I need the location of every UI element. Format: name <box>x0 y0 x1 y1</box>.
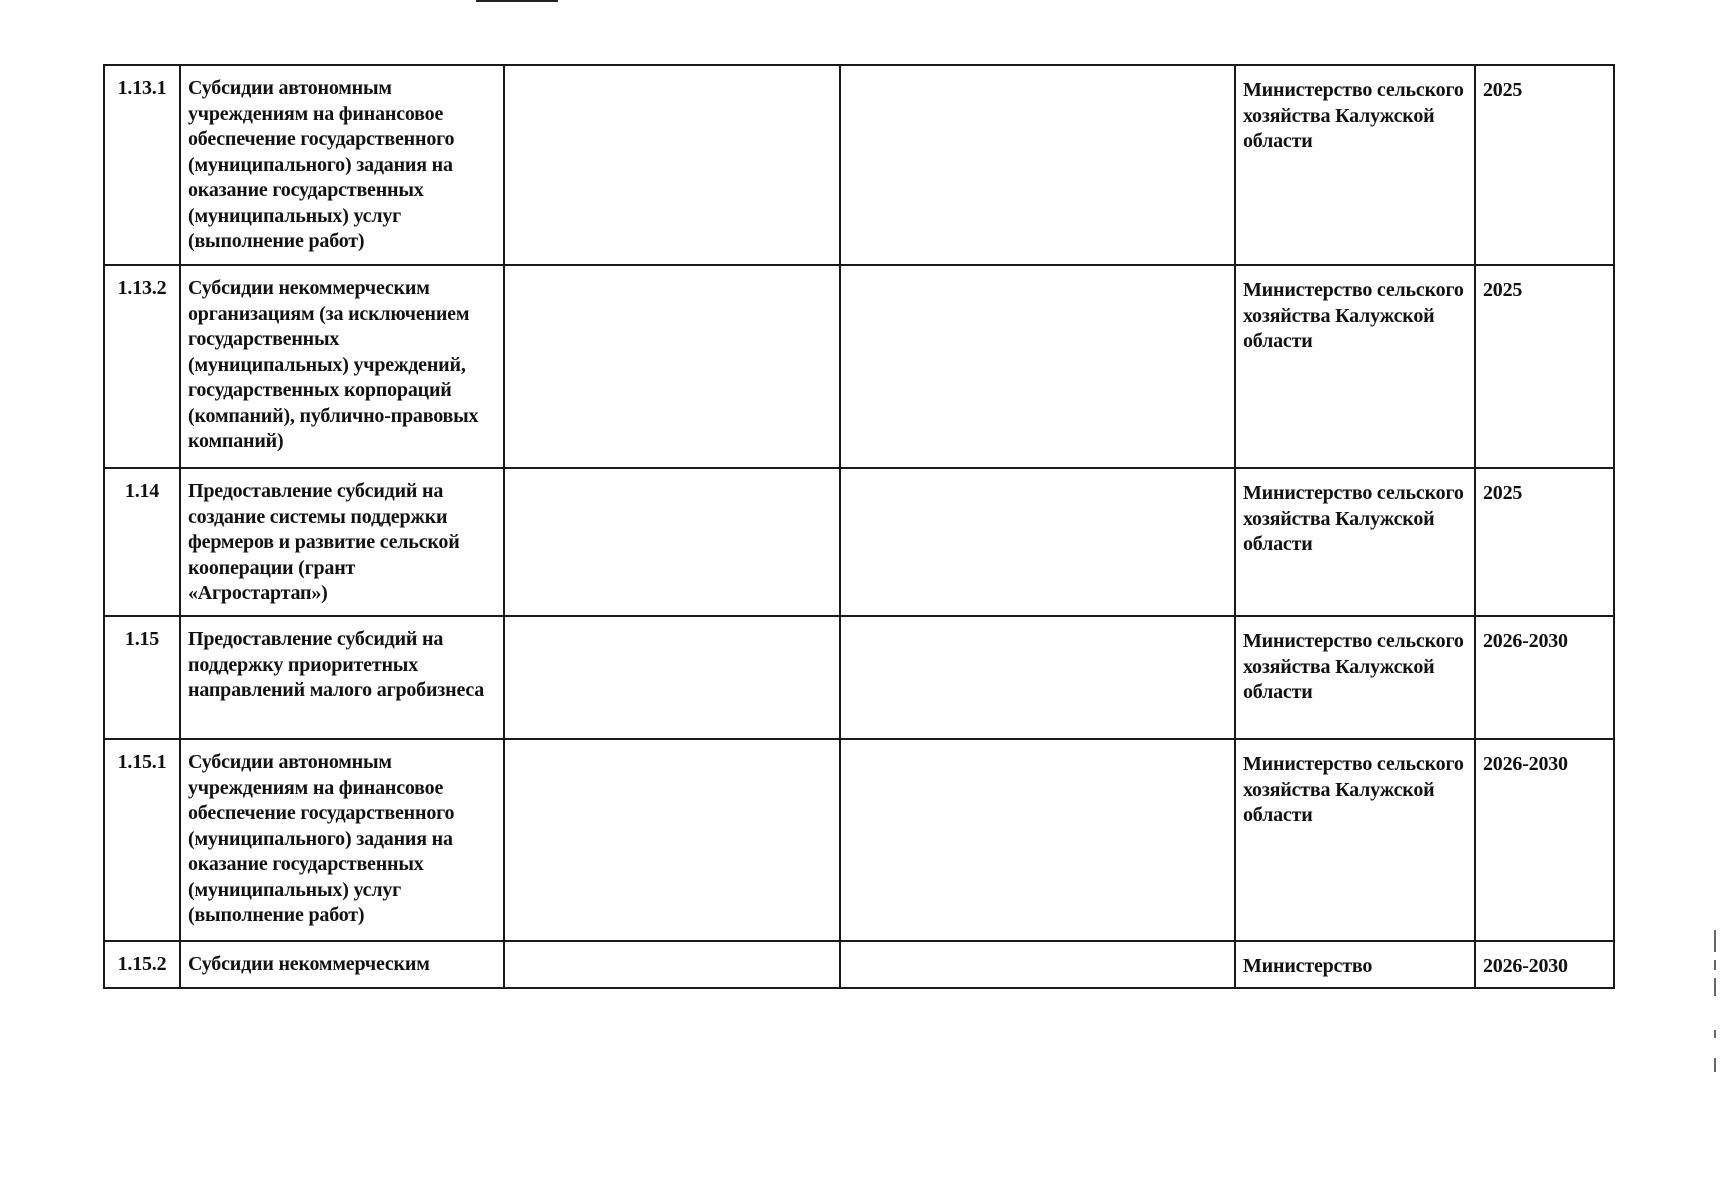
implementation-term: 2025 <box>1475 65 1614 265</box>
measure-name: Субсидии некоммерческим организациям (за исключением государственных (муниципальных) учреждений, государственных корпораций (компаний), публично-правовых компаний) <box>180 265 504 468</box>
measure-name: Предоставление субсидий на создание системы поддержки фермеров и развитие сельской кооперации (грант «Агростартап») <box>180 468 504 616</box>
row-number: 1.13.1 <box>104 65 180 265</box>
empty-cell <box>840 739 1235 941</box>
row-number: 1.15 <box>104 616 180 739</box>
measure-name: Субсидии некоммерческим <box>180 941 504 988</box>
responsible-executor: Министерство <box>1235 941 1475 988</box>
table-row <box>104 616 1614 739</box>
measure-name: Субсидии автономным учреждениям на финансовое обеспечение государственного (муниципального) задания на оказание государственных (муниципальных) услуг (выполнение работ) <box>180 65 504 265</box>
empty-cell <box>840 65 1235 265</box>
responsible-executor: Министерство сельского хозяйства Калужской области <box>1235 265 1475 468</box>
row-number: 1.15.1 <box>104 739 180 941</box>
row-number: 1.15.2 <box>104 941 180 988</box>
responsible-executor: Министерство сельского хозяйства Калужской области <box>1235 739 1475 941</box>
empty-cell <box>504 265 840 468</box>
empty-cell <box>504 941 840 988</box>
empty-cell <box>504 739 840 941</box>
responsible-executor: Министерство сельского хозяйства Калужской области <box>1235 468 1475 616</box>
implementation-term: 2026-2030 <box>1475 941 1614 988</box>
top-scan-mark <box>476 0 558 2</box>
empty-cell <box>504 468 840 616</box>
scan-edge-marks <box>1714 930 1717 1080</box>
table-row <box>104 941 1614 988</box>
row-number: 1.13.2 <box>104 265 180 468</box>
responsible-executor: Министерство сельского хозяйства Калужской области <box>1235 65 1475 265</box>
implementation-term: 2025 <box>1475 468 1614 616</box>
implementation-term: 2026-2030 <box>1475 739 1614 941</box>
measure-name: Предоставление субсидий на поддержку приоритетных направлений малого агробизнеса <box>180 616 504 739</box>
empty-cell <box>840 616 1235 739</box>
table-row <box>104 468 1614 616</box>
row-number: 1.14 <box>104 468 180 616</box>
empty-cell <box>504 65 840 265</box>
responsible-executor: Министерство сельского хозяйства Калужской области <box>1235 616 1475 739</box>
empty-cell <box>840 265 1235 468</box>
implementation-term: 2026-2030 <box>1475 616 1614 739</box>
table-row <box>104 65 1614 265</box>
table-row <box>104 265 1614 468</box>
empty-cell <box>504 616 840 739</box>
measures-table <box>103 64 1615 989</box>
measure-name: Субсидии автономным учреждениям на финансовое обеспечение государственного (муниципального) задания на оказание государственных (муниципальных) услуг (выполнение работ) <box>180 739 504 941</box>
empty-cell <box>840 468 1235 616</box>
implementation-term: 2025 <box>1475 265 1614 468</box>
table-row <box>104 739 1614 941</box>
empty-cell <box>840 941 1235 988</box>
